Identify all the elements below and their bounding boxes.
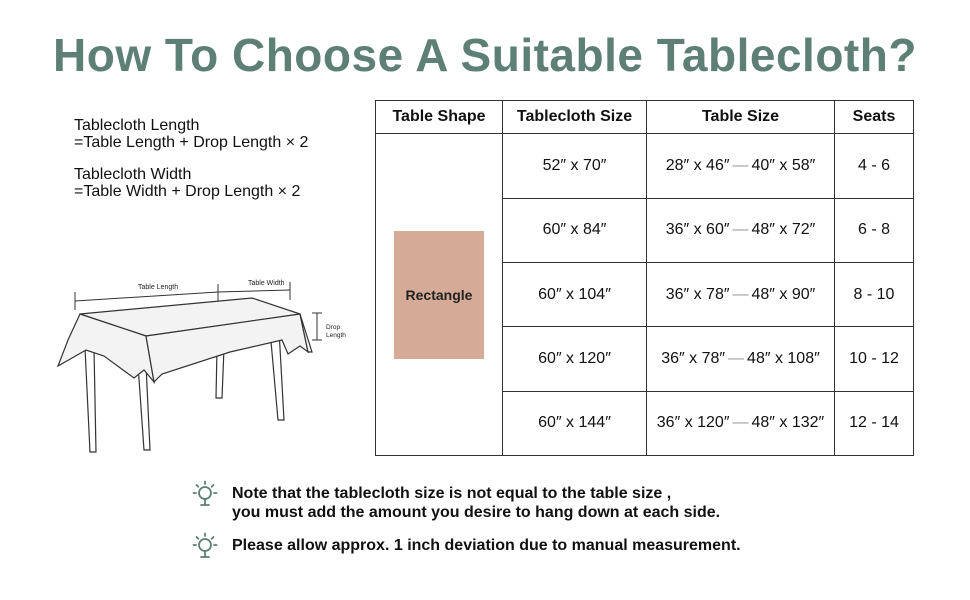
table-header-row [376,101,914,134]
table-size-from: 36″ x 60″ [665,221,730,239]
note-2-line-1: Please allow approx. 1 inch deviation due to manual measurement. [232,537,741,554]
seats-cell: 12 - 14 [835,391,914,455]
tablecloth-size-cell: 60″ x 104″ [503,262,647,326]
seats-cell: 8 - 10 [835,262,914,326]
range-dash: — [732,414,749,432]
table-size-cell [647,327,835,391]
range-dash: — [732,221,749,239]
seats-cell: 6 - 8 [835,198,914,262]
drop-length-label-1: Drop [326,324,341,331]
table-size-cell [647,134,835,198]
note-deviation [192,532,892,562]
header-tablecloth-size: Tablecloth Size [503,101,647,134]
table-size-from: 36″ x 120″ [656,414,730,432]
table-size-cell [647,198,835,262]
header-seats: Seats [835,101,914,134]
table-size-to: 48″ x 72″ [751,221,816,239]
table-size-to: 48″ x 132″ [751,414,825,432]
table-length-label: Table Length [138,284,179,291]
table-size-from: 28″ x 46″ [665,156,730,174]
size-chart-table [375,100,914,456]
range-dash: — [728,349,745,367]
table-size-to: 48″ x 90″ [751,285,816,303]
table-shape-cell [376,134,503,456]
rectangle-swatch [394,231,484,359]
header-table-size: Table Size [647,101,835,134]
note-1-line-2: you must add the amount you desire to hang down at each side. [232,504,721,521]
range-dash: — [732,285,749,303]
range-dash: — [732,156,749,174]
tablecloth-size-cell: 52″ x 70″ [503,134,647,198]
tablecloth-size-cell: 60″ x 84″ [503,198,647,262]
note-1-line-1: Note that the tablecloth size is not equal to the table size , [232,485,672,502]
table-size-to: 48″ x 108″ [747,349,820,367]
tablecloth-length-expression: =Table Length + Drop Length × 2 [74,134,309,151]
rectangle-label: Rectangle [405,286,473,303]
header-table-shape: Table Shape [376,101,503,134]
lightbulb-icon [192,532,218,562]
tablecloth-length-formula [74,117,308,151]
table-size-to: 40″ x 58″ [751,156,816,174]
lightbulb-icon [192,480,218,510]
table-size-cell [647,391,835,455]
table-row [376,134,914,198]
table-illustration [50,270,360,460]
table-size-from: 36″ x 78″ [661,349,726,367]
drop-length-label-2: Length [326,332,346,339]
tablecloth-size-cell: 60″ x 144″ [503,391,647,455]
tablecloth-size-cell: 60″ x 120″ [503,327,647,391]
seats-cell: 10 - 12 [835,327,914,391]
table-width-label: Table Width [248,280,285,287]
tablecloth-width-expression: =Table Width + Drop Length × 2 [74,183,301,200]
tablecloth-width-formula [74,166,300,200]
tablecloth-length-label: Tablecloth Length [74,117,200,134]
page-title: How To Choose A Suitable Tablecloth? [53,29,917,81]
seats-cell: 4 - 6 [835,134,914,198]
note-size-warning [192,480,892,522]
tablecloth-width-label: Tablecloth Width [74,166,192,183]
table-size-from: 36″ x 78″ [665,285,730,303]
notes-section [192,480,892,572]
table-size-cell [647,262,835,326]
